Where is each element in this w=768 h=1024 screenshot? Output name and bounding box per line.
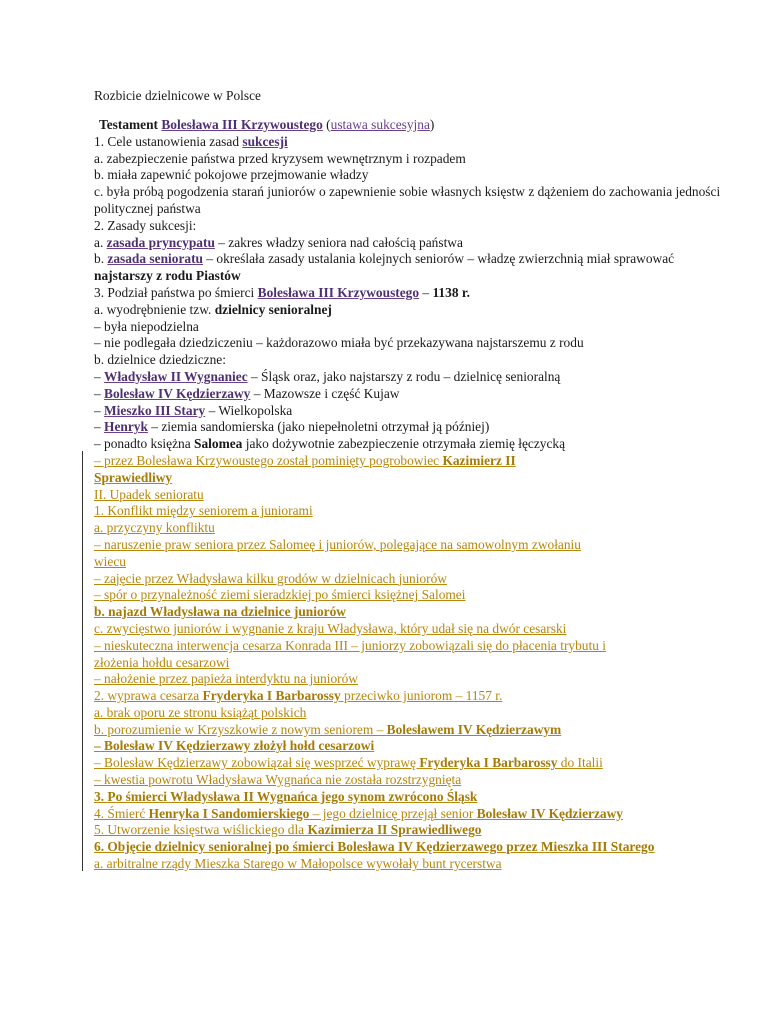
tracked-line-19: 4. Śmierć Henryka I Sandomierskiego – jego dzielnicę przejął senior Bolesław IV Kędzierzawy	[94, 805, 623, 821]
link-zasada-senioratu[interactable]: zasada senioratu	[107, 251, 203, 267]
line-10: – była niepodzielna	[94, 318, 199, 334]
line-4: c. była próbą pogodzenia starań juniorów o zapewnienie sobie własnych księstw z dążeniem do zachowania jedności politycznej państwa	[94, 184, 721, 216]
line-15: – Mieszko III Stary – Wielkopolska	[94, 402, 293, 418]
tracked-line-12: 2. wyprawa cesarza Fryderyka I Barbarossy przeciwko juniorom – 1157 r.	[94, 688, 503, 704]
line-2: a. zabezpieczenie państwa przed kryzysem wewnętrznym i rozpadem	[94, 150, 466, 166]
tracked-line-18: 3. Po śmierci Władysława II Wygnańca jego synom zwrócono Śląsk	[94, 788, 478, 804]
tracked-line-21: 6. Objęcie dzielnicy senioralnej po śmierci Bolesława IV Kędzierzawego przez Mieszka III Starego	[94, 839, 655, 855]
tracked-line-17: – kwestia powrotu Władysława Wygnańca nie została rozstrzygnięta	[94, 772, 462, 788]
line-6: a. zasada pryncypatu – zakres władzy seniora nad całością państwa	[94, 234, 463, 250]
change-bar	[82, 451, 83, 871]
tracked-changes-block	[94, 453, 734, 873]
tracked-line-1: – przez Bolesława Krzywoustego został pominięty pogrobowiec Kazimierz II Sprawiedliwy	[94, 452, 516, 485]
line-8: 3. Podział państwa po śmierci Bolesława III Krzywoustego – 1138 r.	[94, 284, 470, 300]
line-12: b. dzielnice dziedziczne:	[94, 352, 226, 368]
line-11: – nie podlegała dziedziczeniu – każdorazowo miała być przekazywana najstarszemu z rodu	[94, 335, 584, 351]
line-16: – Henryk – ziemia sandomierska (jako niepełnoletni otrzymał ją później)	[94, 419, 490, 435]
tracked-line-4: a. przyczyny konfliktu	[94, 520, 215, 536]
document-title: Rozbicie dzielnicowe w Polsce	[94, 88, 261, 103]
tracked-line-13: a. brak oporu ze stronu książąt polskich	[94, 704, 307, 720]
tracked-line-16: – Bolesław Kędzierzawy zobowiązał się wesprzeć wyprawę Fryderyka I Barbarossy do Italii	[94, 755, 603, 771]
link-mieszko-stary[interactable]: Mieszko III Stary	[104, 402, 206, 418]
line-9: a. wyodrębnienie tzw. dzielnicy senioralnej	[94, 301, 332, 317]
line-1: 1. Cele ustanowienia zasad sukcesji	[94, 133, 288, 149]
line-17: – ponadto księżna Salomea jako dożywotnie zabezpieczenie otrzymała ziemię łęczycką	[94, 436, 566, 452]
link-ustawa-sukcesyjna[interactable]: ustawa sukcesyjna	[330, 117, 430, 132]
tracked-line-10: – nieskuteczna interwencja cesarza Konrada III – juniorzy zobowiązali się do płacenia trybutu i złożenia hołdu cesarzowi	[94, 637, 606, 670]
line-13: – Władysław II Wygnaniec – Śląsk oraz, jako najstarszy z rodu – dzielnicę senioralną	[94, 368, 561, 384]
link-boleslaw-krzywousty[interactable]: Bolesława III Krzywoustego	[161, 117, 323, 132]
tracked-line-15: – Bolesław IV Kędzierzawy złożył hołd cesarzowi	[94, 738, 375, 754]
line-14: – Bolesław IV Kędzierzawy – Mazowsze i część Kujaw	[94, 385, 400, 401]
tracked-line-14: b. porozumienie w Krzyszkowie z nowym seniorem – Bolesławem IV Kędzierzawym	[94, 721, 562, 737]
tracked-line-22: a. arbitralne rządy Mieszka Starego w Małopolsce wywołały bunt rycerstwa	[94, 856, 502, 872]
tracked-line-6: – zajęcie przez Władysława kilku grodów w dzielnicach juniorów	[94, 570, 447, 586]
tracked-line-3: 1. Konflikt między seniorem a juniorami	[94, 503, 313, 519]
line-5: 2. Zasady sukcesji:	[94, 217, 197, 233]
link-sukcesji[interactable]: sukcesji	[242, 133, 288, 149]
tracked-line-8: b. najazd Władysława na dzielnice juniorów	[94, 604, 346, 620]
tracked-line-20: 5. Utworzenie księstwa wiślickiego dla Kazimierza II Sprawiedliwego	[94, 822, 482, 838]
document-body	[94, 117, 734, 873]
link-boleslaw-krzywousty-2[interactable]: Bolesława III Krzywoustego	[257, 284, 420, 300]
tracked-line-7: – spór o przynależność ziemi sieradzkiej po śmierci księżnej Salomei	[94, 587, 466, 603]
tracked-line-2: II. Upadek senioratu	[94, 486, 204, 502]
link-henryk[interactable]: Henryk	[104, 419, 148, 435]
document-page	[94, 87, 734, 873]
line-7: b. zasada senioratu – określała zasady ustalania kolejnych seniorów – władzę zwierzchnią miał sprawować najstarszy z rodu Piastów	[94, 251, 675, 284]
link-wladyslaw-wygnaniec[interactable]: Władysław II Wygnaniec	[104, 368, 248, 384]
heading-testament: Testament Bolesława III Krzywoustego (ustawa sukcesyjna)	[99, 117, 435, 132]
tracked-line-9: c. zwycięstwo juniorów i wygnanie z kraju Władysława, który udał się na dwór cesarski	[94, 620, 567, 636]
line-3: b. miała zapewnić pokojowe przejmowanie władzy	[94, 167, 369, 183]
tracked-line-11: – nałożenie przez papieża interdyktu na juniorów	[94, 671, 358, 687]
link-boleslaw-kedzierzawy[interactable]: Bolesław IV Kędzierzawy	[104, 385, 251, 401]
tracked-line-5: – naruszenie praw seniora przez Salomeę i juniorów, polegające na samowolnym zwołaniu wiecu	[94, 536, 581, 569]
link-zasada-pryncypatu[interactable]: zasada pryncypatu	[106, 234, 215, 250]
